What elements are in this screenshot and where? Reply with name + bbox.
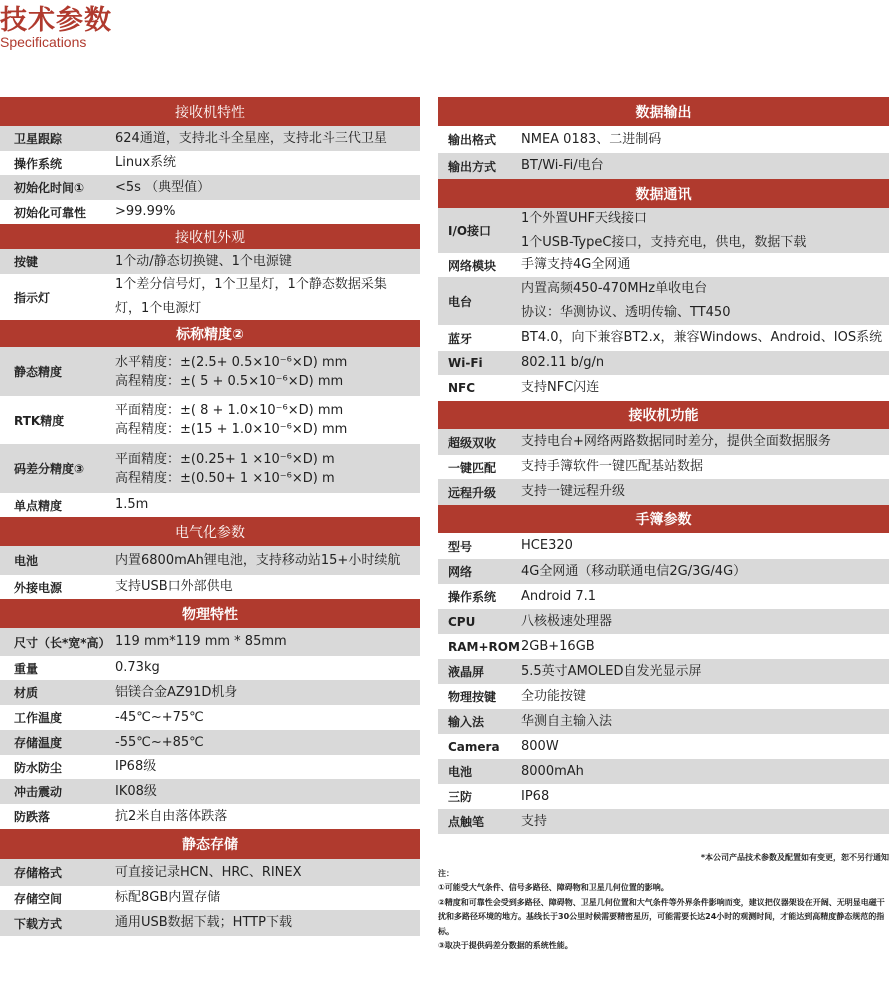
spec-label: 网络	[448, 565, 473, 579]
spec-value-line: 624通道，支持北斗全星座，支持北斗三代卫星	[115, 130, 387, 146]
spec-label: 蓝牙	[448, 331, 473, 346]
page-title: 技术参数	[0, 5, 112, 36]
spec-label: 存储温度	[14, 736, 63, 750]
spec-row	[438, 277, 889, 325]
spec-row	[438, 375, 889, 401]
spec-value-line: IK08级	[115, 783, 157, 799]
spec-row	[438, 734, 889, 759]
spec-value	[115, 911, 420, 935]
spec-row	[438, 479, 889, 505]
spec-label: RAM+ROM	[448, 639, 520, 654]
spec-value	[115, 176, 420, 200]
spec-row	[0, 396, 420, 444]
spec-label: 码差分精度③	[14, 462, 85, 476]
section-header: 接收机特性	[0, 97, 420, 126]
spec-row	[438, 455, 889, 479]
spec-value	[521, 455, 889, 479]
spec-label: 防跌落	[14, 810, 51, 824]
spec-value-line: 高程精度：±(15 + 1.0×10⁻⁶×D) mm	[115, 422, 348, 437]
spec-value	[521, 610, 889, 634]
spec-value	[115, 200, 420, 224]
section-header: 静态存储	[0, 829, 420, 859]
spec-row	[0, 859, 420, 886]
spec-label: 防水防尘	[14, 760, 63, 775]
spec-value	[115, 780, 420, 804]
spec-label: CPU	[448, 614, 476, 629]
spec-value-line: 可直接记录HCN、HRC、RINEX	[115, 864, 302, 880]
spec-label: 电池	[14, 554, 39, 568]
spec-label: 输入法	[448, 715, 485, 729]
spec-value	[521, 277, 889, 325]
spec-label: NFC	[448, 381, 476, 395]
spec-label: 输出方式	[448, 159, 497, 174]
spec-value-line: 八核极速处理器	[521, 613, 613, 629]
spec-row	[438, 253, 889, 277]
spec-label: 卫星跟踪	[14, 132, 63, 146]
spec-value-line: IP68级	[115, 759, 157, 774]
spec-value-line: 内置6800mAh锂电池，支持移动站15+小时续航	[115, 552, 401, 568]
spec-row	[438, 634, 889, 659]
note-item: ③取决于提供码差分数据的系统性能。	[438, 941, 573, 950]
section-header: 数据通讯	[438, 179, 889, 208]
spec-value	[115, 401, 420, 439]
spec-value	[115, 805, 420, 829]
disclaimer: *本公司产品技术参数及配置如有变更，恕不另行通知	[700, 853, 889, 862]
spec-value	[521, 685, 889, 709]
spec-value-line: -55℃~+85℃	[115, 734, 204, 750]
spec-label: 操作系统	[448, 590, 497, 604]
spec-value	[521, 785, 889, 809]
spec-value	[521, 207, 889, 255]
spec-label: 尺寸（长*宽*高）	[14, 635, 111, 650]
spec-value	[521, 480, 889, 504]
spec-row	[0, 546, 420, 575]
spec-label: 网络模块	[448, 258, 497, 273]
spec-value	[115, 731, 420, 755]
spec-value-line: 2GB+16GB	[521, 638, 595, 654]
spec-value-line: 1个动/静态切换键、1个电源键	[115, 253, 292, 269]
spec-value-line: Linux系统	[115, 155, 177, 170]
right-spec-column	[438, 97, 889, 834]
spec-row	[0, 779, 420, 804]
spec-value-line: <5s （典型值）	[115, 179, 211, 195]
spec-value-line: 通用USB数据下载；HTTP下载	[115, 915, 292, 930]
spec-value-line: 平面精度：±(0.25+ 1 ×10⁻⁶×D) m	[115, 451, 335, 467]
spec-value-line: 119 mm*119 mm * 85mm	[115, 634, 287, 649]
spec-value-line: 8000mAh	[521, 763, 584, 779]
spec-value-line: -45℃~+75℃	[115, 709, 204, 725]
spec-value-line: HCE320	[521, 538, 573, 553]
section-header: 标称精度②	[0, 320, 420, 347]
spec-value-line: 支持电台+网络两路数据同时差分，提供全面数据服务	[521, 434, 831, 449]
page-subtitle: Specifications	[0, 34, 87, 50]
spec-row	[438, 533, 889, 559]
spec-value	[115, 273, 420, 321]
spec-value	[115, 656, 420, 680]
spec-row	[438, 784, 889, 809]
spec-value-line: Android 7.1	[521, 588, 597, 604]
spec-label: Wi-Fi	[448, 356, 483, 370]
spec-label: 重量	[14, 661, 39, 676]
spec-value	[521, 560, 889, 584]
left-spec-column	[0, 97, 420, 936]
spec-label: 操作系统	[14, 156, 63, 171]
spec-value	[115, 630, 420, 654]
spec-row	[438, 559, 889, 584]
spec-value	[115, 886, 420, 910]
spec-row	[0, 200, 420, 224]
spec-value	[115, 861, 420, 885]
spec-value-line: 支持手簿软件一键匹配基站数据	[521, 459, 704, 474]
spec-label: 冲击震动	[14, 785, 63, 799]
spec-row	[438, 208, 889, 253]
spec-value	[115, 681, 420, 705]
spec-value-line: 800W	[521, 738, 559, 754]
spec-value	[115, 493, 420, 517]
spec-value-line: IP68	[521, 788, 550, 804]
spec-value-line: 支持NFC闪连	[521, 380, 600, 395]
spec-label: 电池	[448, 765, 473, 779]
section-header: 手簿参数	[438, 505, 889, 533]
spec-label: 点触笔	[448, 815, 485, 829]
section-header: 电气化参数	[0, 517, 420, 546]
spec-label: 物理按键	[448, 690, 497, 704]
spec-row	[438, 609, 889, 634]
spec-value-line: 1个外置UHF天线接口	[521, 210, 648, 226]
spec-label: 存储格式	[14, 866, 63, 880]
spec-label: 按键	[14, 255, 39, 269]
spec-value-line: 支持USB口外部供电	[115, 579, 233, 594]
spec-value-line: 高程精度：±( 5 + 0.5×10⁻⁶×D) mm	[115, 373, 344, 389]
spec-row	[0, 804, 420, 829]
spec-value-line: 0.73kg	[115, 660, 160, 675]
spec-value	[521, 810, 889, 834]
spec-value-line: 铝镁合金AZ91D机身	[115, 684, 238, 700]
spec-row	[438, 584, 889, 609]
spec-row	[0, 274, 420, 320]
spec-row	[438, 351, 889, 375]
spec-row	[0, 175, 420, 200]
spec-value-line: 1.5m	[115, 497, 149, 512]
spec-value-line: 1个USB-TypeC接口，支持充电，供电，数据下载	[521, 234, 807, 250]
spec-value	[521, 735, 889, 759]
spec-value-line: 1个差分信号灯，1个卫星灯，1个静态数据采集	[115, 277, 387, 292]
spec-value	[521, 326, 889, 350]
spec-value-line: 协议：华测协议、透明传输、TT450	[521, 305, 731, 320]
spec-label: 静态精度	[14, 365, 63, 379]
spec-value	[115, 250, 420, 274]
spec-value	[521, 635, 889, 659]
spec-row	[438, 429, 889, 455]
spec-row	[438, 684, 889, 709]
spec-value	[521, 376, 889, 400]
section-header: 接收机功能	[438, 401, 889, 429]
spec-value	[115, 706, 420, 730]
spec-label: 工作温度	[14, 711, 63, 725]
spec-value	[521, 534, 889, 558]
spec-row	[0, 151, 420, 175]
spec-value	[521, 351, 889, 375]
spec-row	[0, 680, 420, 705]
spec-value-line: 标配8GB内置存储	[115, 890, 221, 905]
spec-row	[438, 709, 889, 734]
spec-value-line: BT4.0，向下兼容BT2.x，兼容Windows、Android、IOS系统	[521, 330, 883, 345]
spec-row	[438, 153, 889, 179]
spec-value	[521, 253, 889, 277]
spec-value	[521, 710, 889, 734]
footer-notes	[438, 851, 889, 954]
spec-row	[0, 656, 420, 680]
spec-row	[0, 886, 420, 910]
spec-value-line: 支持一键远程升级	[521, 484, 626, 499]
spec-row	[0, 493, 420, 517]
spec-value-line: 5.5英寸AMOLED自发光显示屏	[521, 663, 702, 679]
spec-label: 远程升级	[448, 485, 497, 500]
spec-value-line: 抗2米自由落体跌落	[115, 808, 228, 824]
spec-value-line: 全功能按键	[521, 688, 587, 704]
spec-row	[438, 325, 889, 351]
spec-row	[0, 126, 420, 151]
spec-row	[438, 659, 889, 684]
spec-row	[0, 628, 420, 656]
spec-label: 单点精度	[14, 498, 63, 513]
spec-label: 初始化时间①	[14, 181, 85, 195]
spec-row	[0, 730, 420, 755]
spec-value-line: 802.11 b/g/n	[521, 355, 605, 370]
spec-row	[438, 126, 889, 153]
spec-value-line: 支持	[521, 813, 548, 829]
section-header: 接收机外观	[0, 224, 420, 249]
spec-value-line: 高程精度：±(0.50+ 1 ×10⁻⁶×D) m	[115, 470, 335, 486]
spec-value	[521, 660, 889, 684]
spec-row	[438, 759, 889, 784]
note-item: ①可能受大气条件、信号多路径、障碍物和卫星几何位置的影响。	[438, 883, 669, 892]
spec-label: 存储空间	[14, 891, 63, 906]
spec-value-line: 内置高频450-470MHz单收电台	[521, 281, 708, 296]
spec-row	[0, 347, 420, 396]
spec-value-line: 手簿支持4G全网通	[521, 257, 631, 272]
spec-label: 电台	[448, 294, 473, 309]
spec-row	[0, 755, 420, 779]
spec-value	[521, 154, 889, 178]
section-header: 物理特性	[0, 599, 420, 628]
spec-label: 三防	[448, 790, 473, 804]
spec-label: Camera	[448, 739, 500, 754]
spec-row	[0, 705, 420, 730]
spec-label: 超级双收	[448, 435, 497, 450]
spec-value-line: 平面精度：±( 8 + 1.0×10⁻⁶×D) mm	[115, 403, 344, 418]
spec-value	[521, 585, 889, 609]
spec-row	[0, 249, 420, 274]
spec-value-line: 灯，1个电源灯	[115, 301, 202, 316]
spec-row	[0, 444, 420, 493]
spec-value-line: 水平精度：±(2.5+ 0.5×10⁻⁶×D) mm	[115, 354, 348, 370]
spec-value	[115, 575, 420, 599]
spec-value-line: NMEA 0183、二进制码	[521, 131, 662, 147]
spec-row	[0, 575, 420, 599]
spec-label: 一键匹配	[448, 460, 497, 475]
spec-label: 液晶屏	[448, 665, 485, 679]
spec-value	[521, 430, 889, 454]
spec-value	[115, 549, 420, 573]
spec-value-line: 华测自主输入法	[521, 713, 613, 729]
spec-value	[115, 755, 420, 779]
spec-label: 下载方式	[14, 916, 63, 931]
spec-label: 型号	[448, 539, 473, 554]
spec-value	[521, 128, 889, 152]
note-item: ②精度和可靠性会受到多路径、障碍物、卫星几何位置和大气条件等外界条件影响而变，建议把仪器架设在开阔、无明显电磁干扰和多路径环境的地方。基线长于30公里时候需要精密星历，可能需要长达24小时的观测时间，才能达到高精度静态规范的指标。	[438, 897, 885, 936]
spec-value	[115, 353, 420, 391]
spec-label: RTK精度	[14, 413, 65, 428]
spec-label: 指示灯	[14, 290, 51, 305]
spec-row	[0, 910, 420, 936]
spec-row	[438, 809, 889, 834]
spec-label: 输出格式	[448, 133, 497, 147]
notes-heading: 注：	[438, 868, 454, 878]
spec-label: 初始化可靠性	[14, 205, 87, 220]
spec-value-line: BT/Wi-Fi/电台	[521, 158, 604, 173]
spec-value	[115, 127, 420, 151]
spec-value-line: >99.99%	[115, 204, 176, 219]
spec-value	[115, 151, 420, 175]
spec-value	[521, 760, 889, 784]
spec-label: I/O接口	[448, 224, 492, 238]
spec-value	[115, 450, 420, 488]
spec-label: 材质	[14, 686, 39, 700]
spec-value-line: 4G全网通（移动联通电信2G/3G/4G）	[521, 563, 747, 579]
spec-label: 外接电源	[14, 580, 63, 595]
section-header: 数据输出	[438, 97, 889, 126]
